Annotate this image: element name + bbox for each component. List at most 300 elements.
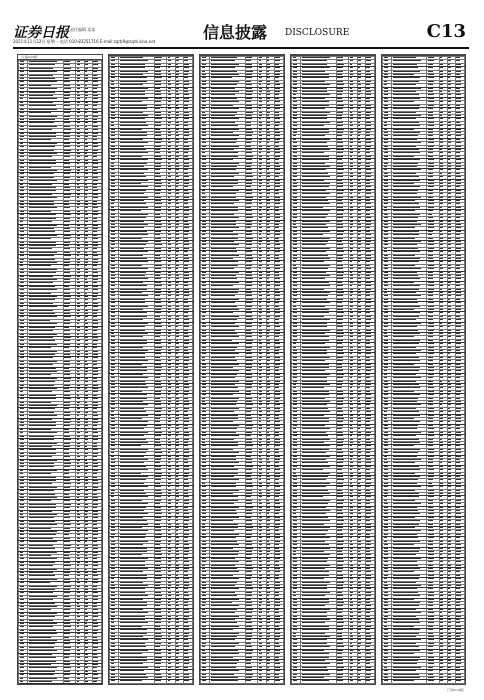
ink-mark: [85, 412, 88, 413]
ink-mark: [85, 633, 88, 634]
ink-mark: [64, 521, 70, 522]
ink-mark: [77, 272, 80, 273]
ink-mark: [77, 640, 80, 641]
ink-mark: [20, 129, 25, 130]
ink-mark: [155, 295, 160, 296]
ink-mark: [20, 61, 24, 62]
ink-mark: [93, 146, 98, 147]
ink-mark: [93, 470, 98, 471]
ink-mark: [93, 78, 97, 79]
ink-mark: [29, 289, 57, 290]
ink-mark: [120, 118, 145, 119]
ink-mark: [155, 626, 160, 627]
ink-mark: [93, 429, 97, 430]
ink-mark: [64, 647, 70, 648]
ink-mark: [20, 494, 25, 495]
ink-mark: [184, 612, 189, 613]
ink-mark: [77, 425, 80, 426]
ink-mark: [77, 160, 80, 161]
ink-mark: [85, 504, 88, 505]
ink-mark: [155, 561, 161, 562]
ink-mark: [111, 646, 116, 647]
ink-mark: [184, 166, 188, 167]
ink-mark: [168, 605, 171, 606]
ink-mark: [29, 661, 57, 662]
ink-mark: [85, 378, 88, 379]
ink-mark: [29, 565, 53, 566]
ink-mark: [155, 599, 161, 600]
ink-mark: [176, 496, 179, 497]
ink-mark: [85, 507, 88, 508]
ink-mark: [20, 122, 25, 123]
ink-mark: [93, 494, 97, 495]
ink-mark: [155, 684, 161, 685]
ink-mark: [20, 674, 24, 675]
ink-mark: [77, 306, 80, 307]
ink-mark: [168, 377, 171, 378]
ink-mark: [184, 622, 188, 623]
ink-mark: [64, 473, 69, 474]
ink-mark: [64, 194, 70, 195]
ink-mark: [85, 361, 87, 362]
ink-mark: [29, 388, 58, 389]
ink-mark: [155, 633, 161, 634]
ink-mark: [77, 68, 80, 69]
ink-mark: [77, 643, 80, 644]
ink-mark: [93, 521, 97, 522]
ink-mark: [29, 248, 53, 249]
ink-mark: [184, 224, 188, 225]
ink-mark: [93, 562, 98, 563]
ink-mark: [20, 293, 25, 294]
ink-mark: [111, 384, 116, 385]
ink-mark: [168, 391, 171, 392]
ink-mark: [168, 203, 171, 204]
ink-mark: [29, 480, 56, 481]
ink-mark: [155, 221, 161, 222]
ink-mark: [29, 620, 54, 621]
ink-mark: [176, 476, 178, 477]
ink-mark: [64, 565, 70, 566]
ink-mark: [64, 388, 69, 389]
ink-mark: [64, 371, 69, 372]
ink-mark: [20, 221, 24, 222]
ink-mark: [111, 302, 116, 303]
ink-mark: [176, 517, 178, 518]
ink-mark: [120, 401, 144, 402]
ink-mark: [168, 129, 171, 130]
ink-mark: [155, 210, 160, 211]
ink-mark: [120, 653, 142, 654]
ink-mark: [111, 67, 116, 68]
ink-mark: [120, 432, 149, 433]
ink-mark: [93, 504, 97, 505]
ink-mark: [29, 88, 57, 89]
ink-mark: [120, 520, 147, 521]
ink-mark: [85, 681, 87, 682]
ink-mark: [77, 351, 80, 352]
ink-mark: [176, 554, 179, 555]
ink-mark: [85, 299, 88, 300]
ink-mark: [64, 105, 70, 106]
ink-mark: [20, 316, 25, 317]
ink-mark: [111, 118, 115, 119]
ink-mark: [155, 122, 161, 123]
ink-mark: [85, 330, 88, 331]
ink-mark: [20, 265, 24, 266]
ink-mark: [155, 248, 161, 249]
ink-mark: [29, 640, 57, 641]
ink-mark: [120, 524, 148, 525]
ink-mark: [77, 555, 79, 556]
ink-mark: [168, 316, 171, 317]
ink-mark: [77, 483, 80, 484]
ink-mark: [184, 459, 188, 460]
ink-mark: [93, 252, 97, 253]
ink-mark: [111, 169, 115, 170]
ink-mark: [85, 667, 87, 668]
ink-mark: [184, 408, 188, 409]
ink-mark: [184, 227, 189, 228]
ink-mark: [85, 122, 88, 123]
ink-mark: [184, 197, 189, 198]
ink-mark: [111, 71, 116, 72]
ink-mark: [29, 228, 54, 229]
ink-mark: [20, 565, 25, 566]
ink-mark: [20, 173, 24, 174]
ink-mark: [77, 225, 80, 226]
ink-mark: [176, 295, 178, 296]
ink-mark: [20, 109, 25, 110]
ink-mark: [64, 286, 69, 287]
ink-mark: [85, 443, 87, 444]
ink-mark: [64, 126, 70, 127]
ink-mark: [64, 425, 70, 426]
ink-mark: [85, 391, 88, 392]
ink-mark: [64, 310, 70, 311]
ink-mark: [184, 326, 189, 327]
ink-mark: [155, 275, 160, 276]
ink-mark: [120, 575, 147, 576]
ink-mark: [176, 626, 179, 627]
ink-mark: [120, 169, 149, 170]
ink-mark: [77, 616, 80, 617]
ink-mark: [176, 619, 179, 620]
ink-mark: [184, 275, 189, 276]
ink-mark: [184, 537, 188, 538]
ink-mark: [64, 88, 70, 89]
ink-mark: [20, 190, 24, 191]
ink-mark: [176, 268, 178, 269]
ink-mark: [29, 184, 52, 185]
ink-mark: [168, 660, 171, 661]
ink-mark: [29, 514, 58, 515]
ink-mark: [155, 585, 160, 586]
ink-mark: [176, 411, 179, 412]
ink-mark: [29, 531, 57, 532]
ink-mark: [111, 387, 116, 388]
ink-mark: [184, 360, 188, 361]
ink-mark: [93, 173, 97, 174]
ink-mark: [120, 156, 142, 157]
ink-mark: [77, 259, 80, 260]
ink-mark: [29, 133, 56, 134]
ink-mark: [111, 190, 116, 191]
ink-mark: [176, 169, 179, 170]
ink-mark: [29, 364, 53, 365]
ink-mark: [93, 214, 97, 215]
ink-mark: [111, 57, 116, 58]
ink-mark: [155, 166, 161, 167]
table-cell: [110, 683, 119, 685]
ink-mark: [184, 639, 188, 640]
ink-mark: [85, 139, 87, 140]
ink-mark: [155, 425, 161, 426]
ink-mark: [77, 85, 80, 86]
ink-mark: [176, 125, 179, 126]
ink-mark: [184, 636, 188, 637]
ink-mark: [20, 323, 25, 324]
ink-mark: [155, 350, 161, 351]
ink-mark: [184, 530, 189, 531]
ink-mark: [184, 214, 189, 215]
ink-mark: [184, 476, 188, 477]
ink-mark: [155, 643, 161, 644]
ink-mark: [184, 74, 188, 75]
ink-mark: [111, 513, 116, 514]
ink-mark: [77, 98, 80, 99]
ink-mark: [120, 210, 142, 211]
ink-mark: [29, 323, 57, 324]
ink-mark: [184, 91, 188, 92]
ink-mark: [20, 337, 25, 338]
ink-mark: [93, 334, 97, 335]
ink-mark: [168, 251, 171, 252]
ink-mark: [77, 381, 79, 382]
ink-mark: [93, 517, 98, 518]
ink-mark: [184, 84, 189, 85]
ink-mark: [64, 429, 69, 430]
ink-mark: [20, 603, 24, 604]
ink-mark: [184, 207, 188, 208]
ink-mark: [155, 670, 160, 671]
ink-mark: [184, 541, 188, 542]
ink-mark: [77, 419, 80, 420]
ink-mark: [77, 664, 80, 665]
ink-mark: [85, 385, 88, 386]
ink-mark: [64, 466, 70, 467]
ink-mark: [64, 364, 70, 365]
ink-mark: [176, 309, 179, 310]
ink-mark: [29, 630, 56, 631]
ink-mark: [93, 337, 98, 338]
ink-mark: [29, 68, 53, 69]
ink-mark: [20, 443, 25, 444]
ink-mark: [155, 421, 160, 422]
ink-mark: [120, 445, 142, 446]
ink-mark: [111, 323, 115, 324]
ink-mark: [64, 323, 70, 324]
ink-mark: [184, 156, 188, 157]
ink-mark: [111, 476, 116, 477]
ink-mark: [64, 586, 70, 587]
ink-mark: [155, 323, 161, 324]
ink-mark: [29, 119, 55, 120]
ink-mark: [120, 139, 144, 140]
ink-mark: [176, 558, 178, 559]
ink-mark: [176, 347, 179, 348]
ink-mark: [120, 541, 149, 542]
ink-mark: [29, 95, 54, 96]
ink-mark: [176, 94, 179, 95]
ink-mark: [77, 320, 80, 321]
ink-mark: [111, 473, 116, 474]
ink-mark: [64, 119, 69, 120]
ink-mark: [176, 221, 179, 222]
ink-mark: [93, 259, 98, 260]
ink-mark: [168, 578, 170, 579]
ink-mark: [184, 425, 188, 426]
ink-mark: [176, 234, 179, 235]
ink-mark: [85, 470, 87, 471]
ink-mark: [29, 449, 56, 450]
ink-mark: [64, 446, 70, 447]
ink-mark: [111, 541, 115, 542]
ink-mark: [29, 466, 55, 467]
ink-mark: [184, 77, 188, 78]
ink-mark: [155, 541, 160, 542]
ink-mark: [29, 116, 57, 117]
ink-mark: [111, 241, 115, 242]
ink-mark: [184, 60, 188, 61]
ink-mark: [85, 286, 88, 287]
ink-mark: [77, 153, 80, 154]
ink-mark: [176, 139, 179, 140]
ink-mark: [20, 681, 24, 682]
ink-mark: [85, 381, 88, 382]
ink-mark: [77, 657, 80, 658]
ink-mark: [64, 95, 70, 96]
ink-mark: [64, 500, 70, 501]
ink-mark: [20, 289, 25, 290]
ink-mark: [111, 626, 115, 627]
ink-mark: [85, 204, 88, 205]
ink-mark: [120, 530, 148, 531]
ink-mark: [155, 588, 160, 589]
ink-mark: [85, 402, 87, 403]
ink-mark: [77, 681, 80, 682]
ink-mark: [168, 466, 171, 467]
ink-mark: [29, 609, 51, 610]
ink-mark: [64, 320, 70, 321]
ink-mark: [85, 211, 87, 212]
ink-mark: [184, 503, 188, 504]
ink-mark: [168, 64, 171, 65]
ink-mark: [29, 170, 57, 171]
ink-mark: [120, 350, 149, 351]
ink-mark: [64, 68, 70, 69]
ink-mark: [184, 663, 189, 664]
ink-mark: [85, 351, 88, 352]
ink-mark: [168, 442, 171, 443]
ink-mark: [64, 102, 69, 103]
ink-mark: [20, 248, 25, 249]
ink-mark: [29, 126, 58, 127]
ink-mark: [77, 603, 80, 604]
ink-mark: [29, 541, 58, 542]
ink-mark: [20, 98, 24, 99]
ink-mark: [77, 279, 80, 280]
ink-mark: [77, 405, 79, 406]
ink-mark: [20, 361, 25, 362]
ink-mark: [184, 445, 188, 446]
ink-mark: [155, 244, 161, 245]
ink-mark: [176, 524, 179, 525]
ink-mark: [176, 479, 178, 480]
ink-mark: [93, 368, 97, 369]
ink-mark: [29, 504, 57, 505]
ink-mark: [168, 425, 171, 426]
ink-mark: [93, 531, 98, 532]
ink-mark: [176, 360, 179, 361]
ink-mark: [93, 231, 97, 232]
ink-mark: [155, 387, 161, 388]
ink-mark: [85, 347, 87, 348]
ink-mark: [155, 609, 160, 610]
ink-mark: [155, 483, 160, 484]
ink-mark: [184, 108, 188, 109]
ink-mark: [20, 235, 25, 236]
ink-mark: [155, 312, 161, 313]
ink-mark: [176, 684, 178, 685]
ink-mark: [176, 639, 179, 640]
editor-credit: 责任编辑 某某: [70, 27, 96, 32]
ink-mark: [176, 548, 178, 549]
ink-mark: [77, 633, 80, 634]
ink-mark: [168, 609, 171, 610]
ink-mark: [168, 200, 171, 201]
ink-mark: [155, 319, 160, 320]
ink-mark: [93, 374, 97, 375]
ink-mark: [120, 152, 148, 153]
ink-mark: [20, 252, 25, 253]
ink-mark: [85, 473, 87, 474]
ink-mark: [168, 493, 171, 494]
ink-mark: [120, 275, 145, 276]
ink-mark: [168, 612, 170, 613]
ink-mark: [168, 483, 171, 484]
ink-mark: [155, 534, 161, 535]
ink-mark: [111, 265, 116, 266]
ink-mark: [85, 173, 88, 174]
ink-mark: [64, 470, 69, 471]
ink-mark: [184, 432, 188, 433]
ink-mark: [93, 194, 98, 195]
ink-mark: [168, 418, 171, 419]
ink-mark: [120, 629, 148, 630]
ink-mark: [155, 227, 161, 228]
ink-mark: [29, 603, 56, 604]
ink-mark: [168, 456, 171, 457]
ink-mark: [29, 71, 58, 72]
dateline: 2021年11月22日 星期一 电话 010-83251716 E-mail:zqrb9@zqrb.sina.net: [13, 39, 156, 44]
ink-mark: [64, 368, 69, 369]
ink-mark: [120, 146, 145, 147]
ink-mark: [93, 480, 97, 481]
ink-mark: [155, 554, 161, 555]
ink-mark: [93, 453, 98, 454]
ink-mark: [93, 565, 98, 566]
